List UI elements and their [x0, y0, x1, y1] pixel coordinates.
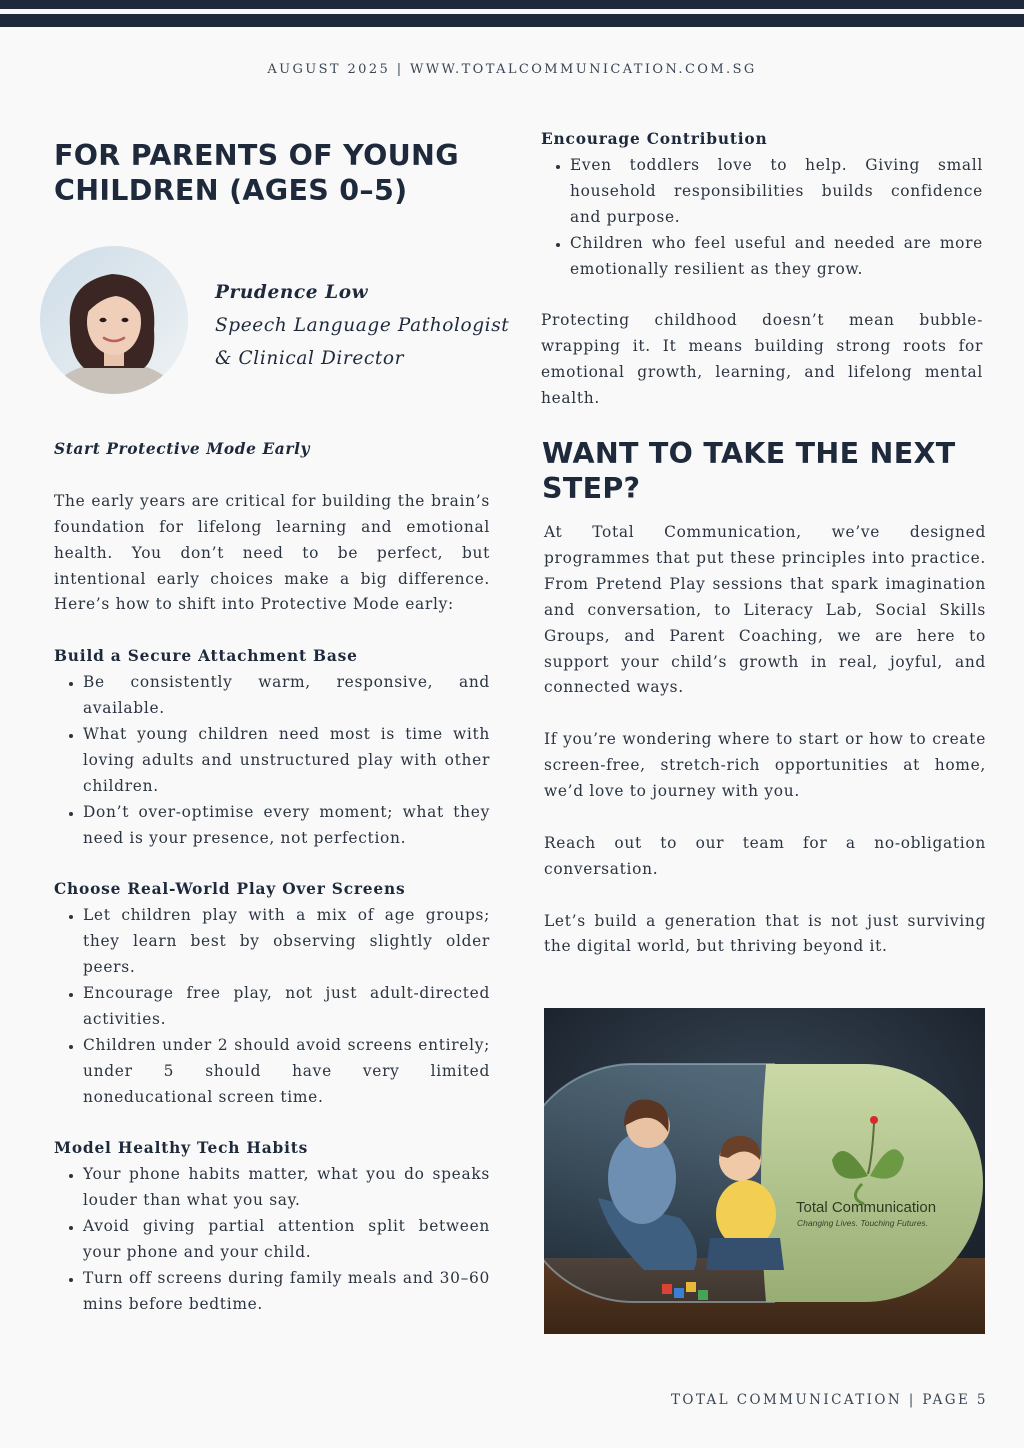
bullet-list [54, 903, 490, 1110]
list-item: • Let children play with a mix of age groups; they learn best by observing slightly older peers. [83, 903, 490, 981]
list-item: • Encourage free play, not just adult-directed activities. [83, 981, 490, 1033]
cta-paragraph: If you’re wondering where to start or how to create screen-free, stretch-rich opportunities at home, we’d love to journey with you. [544, 730, 986, 801]
bullet-list [541, 153, 983, 283]
section-heading: Build a Secure Attachment Base [54, 647, 358, 666]
next-step-title: WANT TO TAKE THE NEXT STEP? [542, 437, 956, 505]
author-name: Prudence Low [215, 282, 369, 303]
list-item: • Children under 2 should avoid screens entirely; under 5 should have very limited noneducational screen time. [83, 1033, 490, 1111]
cta-paragraph: Let’s build a generation that is not just surviving the digital world, but thriving beyond it. [544, 911, 986, 956]
list-item: • Your phone habits matter, what you do speaks louder than what you say. [83, 1162, 490, 1214]
bullet-list [54, 1162, 490, 1317]
list-item: • Don’t over-optimise every moment; what they need is your presence, not perfection. [83, 800, 490, 852]
list-item: • Even toddlers love to help. Giving small household responsibilities builds confidence and purpose. [570, 153, 983, 231]
top-rule-thin [0, 0, 1024, 9]
bullet-list [54, 670, 490, 851]
author-role-2: & Clinical Director [215, 348, 405, 369]
list-item: • Be consistently warm, responsive, and available. [83, 670, 490, 722]
author-byline [215, 276, 509, 375]
cta-paragraph: At Total Communication, we’ve designed programmes that put these principles into practice. From Pretend Play sessions that spark imagination and conversation, to Literacy Lab, Social Skills Groups, and Parent Coaching, we are here to support your child’s growth in real, joyful, and connected ways. [544, 523, 986, 697]
page-header: AUGUST 2025 | WWW.TOTALCOMMUNICATION.COM.SG [267, 62, 757, 77]
list-item: • Children who feel useful and needed are more emotionally resilient as they grow. [570, 231, 983, 283]
capsule-illustration [544, 1008, 985, 1334]
author-portrait [40, 246, 188, 394]
page-title: FOR PARENTS OF YOUNG CHILDREN (AGES 0–5) [54, 139, 459, 207]
section-heading: Model Healthy Tech Habits [54, 1139, 309, 1158]
top-rule-thick [0, 14, 1024, 27]
list-item: • What young children need most is time with loving adults and unstructured play with other children. [83, 722, 490, 800]
section-heading: Choose Real-World Play Over Screens [54, 880, 406, 899]
page-footer: TOTAL COMMUNICATION | PAGE 5 [671, 1392, 988, 1408]
left-column [54, 437, 490, 1318]
closing-paragraph: Protecting childhood doesn’t mean bubble-wrapping it. It means building strong roots for emotional growth, learning, and lifelong mental health. [541, 311, 983, 408]
author-role: Speech Language Pathologist [215, 315, 510, 336]
capsule-photo [544, 1008, 985, 1334]
portrait-illustration [40, 246, 188, 394]
right-column-body [544, 520, 986, 960]
intro-heading: Start Protective Mode Early [54, 440, 311, 458]
right-column-top [541, 127, 983, 412]
list-item: • Turn off screens during family meals and 30–60 mins before bedtime. [83, 1266, 490, 1318]
logo-name: Total Communication [796, 1199, 937, 1216]
logo-tagline: Changing Lives. Touching Futures. [797, 1218, 929, 1228]
section-heading: Encourage Contribution [541, 130, 768, 148]
list-item: • Avoid giving partial attention split between your phone and your child. [83, 1214, 490, 1266]
intro-paragraph: The early years are critical for building the brain’s foundation for lifelong learning and emotional health. You don’t need to be perfect, but intentional early choices make a big difference. Here’s how to shift into Protective Mode early: [54, 491, 490, 614]
cta-paragraph: Reach out to our team for a no-obligation conversation. [544, 833, 986, 878]
